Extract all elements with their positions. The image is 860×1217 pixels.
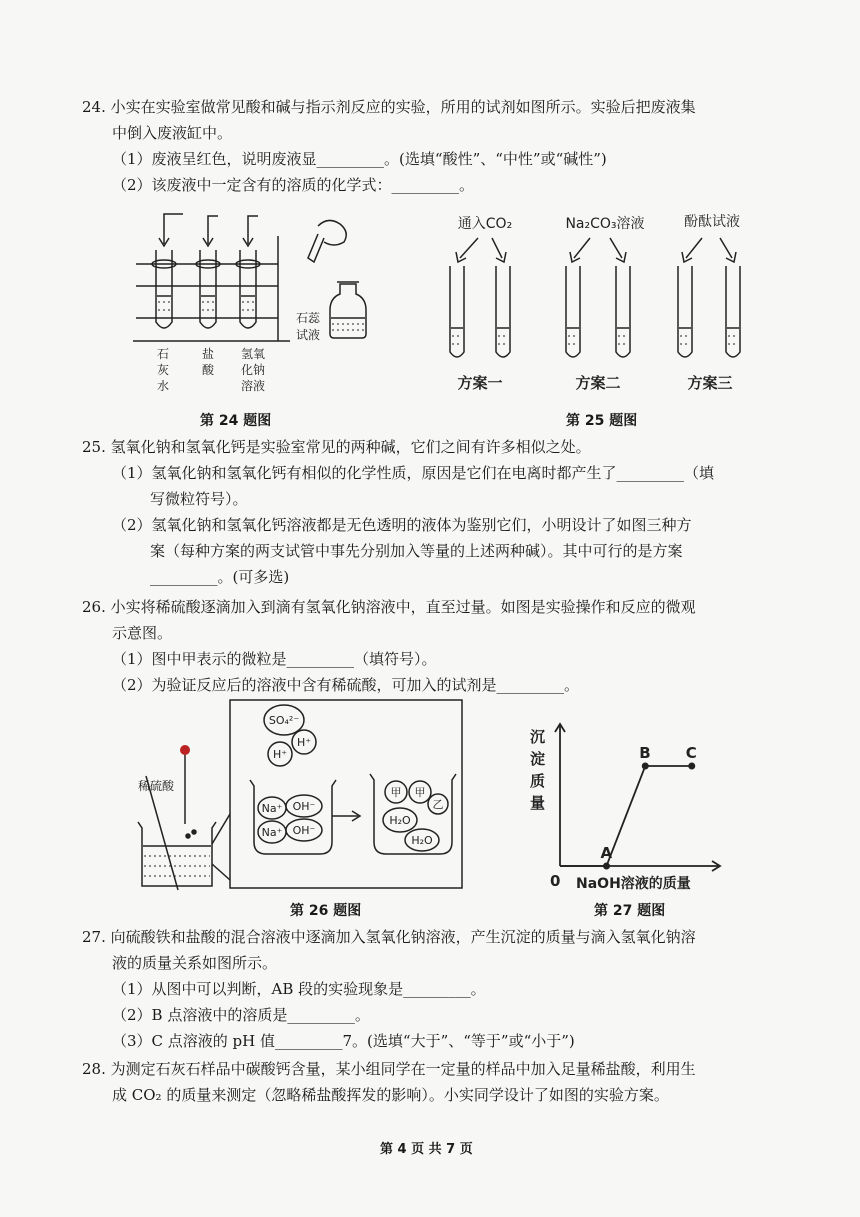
q26-stem-line1: 26. 小实将稀硫酸逐滴加入到滴有氢氧化钠溶液中，直至过量。如图是实验操作和反应的微观: [82, 598, 696, 616]
q26-part1: （1）图中甲表示的微粒是_________（填符号）。: [112, 650, 437, 668]
ion-oh2: OH⁻: [292, 824, 316, 837]
q25-stem: 25. 氢氧化钠和氢氧化钙是实验室常见的两种碱，它们之间有许多相似之处。: [82, 438, 591, 456]
q27-part1: （1）从图中可以判断，AB 段的实验现象是_________。: [112, 980, 486, 998]
q24-stem-line1: 24. 小实在实验室做常见酸和碱与指示剂反应的实验，所用的试剂如图所示。实验后把废液集: [82, 98, 696, 116]
point-B: [642, 763, 649, 770]
tube-label-2-line2: 酸: [201, 363, 215, 377]
tube-label-2-line1: 盐: [201, 347, 215, 361]
bottle-label-line1: 石蕊: [295, 311, 321, 325]
origin-label: 0: [550, 872, 561, 890]
particle-water1: H₂O: [389, 814, 411, 827]
scheme-3-label: 方案三: [687, 374, 733, 392]
y-label-char-3: 质: [530, 772, 546, 790]
precipitate-line: [560, 766, 692, 866]
dropper-label: 稀硫酸: [137, 779, 175, 793]
ion-h2: H⁺: [272, 748, 288, 761]
q27-stem-line1: 27. 向硫酸铁和盐酸的混合溶液中逐滴加入氢氧化钠溶液，产生沉淀的质量与滴入氢氧化钠溶: [82, 928, 696, 946]
group-label-co2: 通入CO₂: [457, 216, 513, 232]
figure-24: [128, 206, 378, 406]
y-label-char-4: 量: [530, 794, 546, 812]
scheme-2-label: 方案二: [575, 374, 621, 392]
figure-27-caption: 第 27 题图: [594, 903, 666, 919]
q24-part2: （2）该废液中一定含有的溶质的化学式：_________。: [112, 176, 475, 194]
point-A: [603, 863, 610, 870]
figure-26: [120, 694, 470, 894]
figure-26-caption: 第 26 题图: [290, 903, 362, 919]
particle-jia1: 甲: [390, 786, 402, 799]
ion-na1: Na⁺: [261, 802, 283, 815]
point-label-C: C: [685, 744, 697, 762]
q25-part2-line3: _________。(可多选): [150, 568, 290, 586]
tube-label-1-line2: 灰: [156, 363, 170, 377]
q25-part2-line1: （2）氢氧化钠和氢氧化钙溶液都是无色透明的液体为鉴别它们，小明设计了如图三种方: [112, 516, 692, 534]
tube-label-3-line2: 化钠: [240, 363, 266, 377]
q24-part1: （1）废液呈红色，说明废液显_________。(选填“酸性”、“中性”或“碱性”): [112, 150, 607, 168]
q27-part2: （2）B 点溶液中的溶质是_________。: [112, 1006, 370, 1024]
tube-label-3-line1: 氢氧: [240, 347, 266, 361]
figure-25-caption: 第 25 题图: [566, 413, 638, 429]
tube-label-1-line1: 石: [156, 347, 170, 361]
tube-label-1-line3: 水: [156, 379, 170, 393]
q25-part1-line2: 写微粒符号）。: [150, 490, 248, 508]
q25-part1-line1: （1）氢氧化钠和氢氧化钙有相似的化学性质，原因是它们在电离时都产生了_________（填: [112, 464, 715, 482]
bottle-label-line2: 试液: [295, 328, 321, 342]
q26-stem-line2: 示意图。: [112, 624, 173, 642]
x-axis-label: NaOH溶液的质量: [576, 876, 691, 892]
tube-label-3-line3: 溶液: [240, 379, 266, 393]
figure-27-chart: [520, 712, 730, 897]
ion-na2: Na⁺: [261, 826, 283, 839]
page-footer: 第 4 页 共 7 页: [380, 1142, 473, 1157]
scheme-1-label: 方案一: [457, 374, 503, 392]
point-C: [688, 763, 695, 770]
q28-stem-line2: 成 CO₂ 的质量来测定（忽略稀盐酸挥发的影响）。小实同学设计了如图的实验方案。: [112, 1086, 669, 1104]
y-label-char-2: 淀: [530, 750, 546, 768]
particle-water2: H₂O: [411, 834, 433, 847]
point-label-A: A: [600, 844, 613, 862]
q26-part2: （2）为验证反应后的溶液中含有稀硫酸，可加入的试剂是_________。: [112, 676, 580, 694]
q25-part2-line2: 案（每种方案的两支试管中事先分别加入等量的上述两种碱）。其中可行的是方案: [150, 542, 683, 560]
q27-part3: （3）C 点溶液的 pH 值_________7。(选填“大于”、“等于”或“小于”): [112, 1032, 575, 1050]
ion-oh1: OH⁻: [292, 800, 316, 813]
particle-yi: 乙: [432, 798, 444, 811]
particle-jia2: 甲: [414, 786, 426, 799]
ion-h1: H⁺: [296, 736, 312, 749]
group-label-na2co3: Na₂CO₃溶液: [565, 216, 645, 232]
q28-stem-line1: 28. 为测定石灰石样品中碳酸钙含量，某小组同学在一定量的样品中加入足量稀盐酸，利用生: [82, 1060, 696, 1078]
ion-sulfate: SO₄²⁻: [268, 714, 300, 727]
q24-stem-line2: 中倒入废液缸中。: [112, 124, 233, 142]
dropper-bulb: [180, 745, 190, 755]
figure-25: [430, 206, 760, 396]
y-label-char-1: 沉: [530, 728, 546, 746]
q27-stem-line2: 液的质量关系如图所示。: [112, 954, 278, 972]
group-label-phenolphthalein: 酚酞试液: [684, 214, 740, 230]
figure-24-caption: 第 24 题图: [200, 413, 272, 429]
point-label-B: B: [639, 744, 651, 762]
